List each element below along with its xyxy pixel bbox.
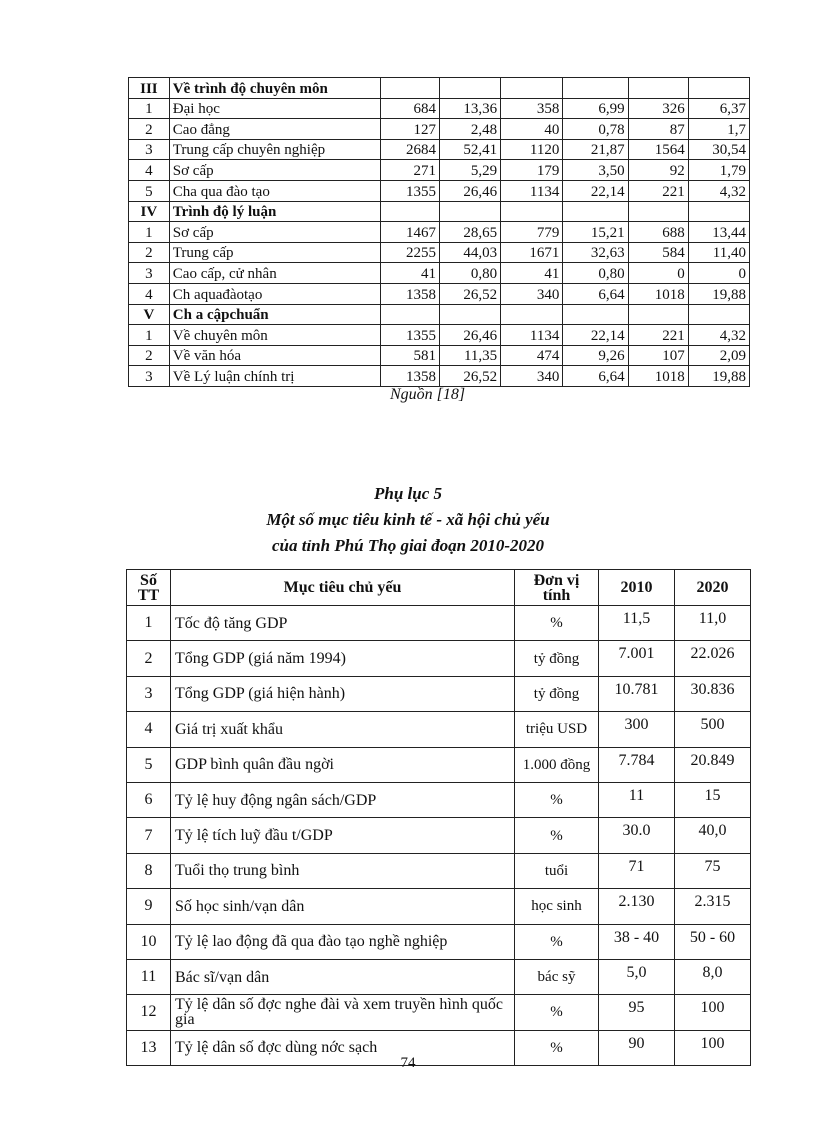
row-value: 221 bbox=[628, 180, 688, 201]
row-value-2020: 8,0 bbox=[675, 959, 751, 994]
table-header-row bbox=[127, 570, 751, 606]
row-label: Trình độ lý luận bbox=[169, 201, 380, 222]
row-unit: % bbox=[515, 818, 599, 853]
row-value: 5,29 bbox=[440, 160, 501, 181]
row-value: 6,64 bbox=[563, 283, 628, 304]
row-stt: 1 bbox=[129, 325, 170, 346]
row-objective: Tỷ lệ lao động đã qua đào tạo nghề nghiệp bbox=[171, 924, 515, 959]
row-value-2020: 22.026 bbox=[675, 641, 751, 676]
table-row bbox=[127, 606, 751, 641]
socioeconomic-targets-table bbox=[126, 569, 751, 1066]
row-value-2010: 2.130 bbox=[599, 889, 675, 924]
row-value bbox=[628, 201, 688, 222]
row-value: 221 bbox=[628, 325, 688, 346]
row-value: 26,52 bbox=[440, 366, 501, 387]
table-row bbox=[127, 747, 751, 782]
table-row bbox=[127, 924, 751, 959]
row-value: 127 bbox=[380, 119, 439, 140]
table-row bbox=[129, 160, 750, 181]
row-stt: 11 bbox=[127, 959, 171, 994]
row-value: 107 bbox=[628, 345, 688, 366]
table-row bbox=[129, 263, 750, 284]
row-value bbox=[501, 78, 563, 99]
row-unit: % bbox=[515, 995, 599, 1030]
row-label: Cao đẳng bbox=[169, 119, 380, 140]
row-value-2010: 11,5 bbox=[599, 606, 675, 641]
row-label: Ch a cậpchuẩn bbox=[169, 304, 380, 325]
row-label: Đại học bbox=[169, 98, 380, 119]
row-value: 32,63 bbox=[563, 242, 628, 263]
row-stt: 2 bbox=[127, 641, 171, 676]
table-row bbox=[129, 119, 750, 140]
row-value bbox=[501, 304, 563, 325]
row-stt: 7 bbox=[127, 818, 171, 853]
row-unit: bác sỹ bbox=[515, 959, 599, 994]
row-value bbox=[563, 78, 628, 99]
row-value: 52,41 bbox=[440, 139, 501, 160]
table-row bbox=[129, 180, 750, 201]
row-value: 2684 bbox=[380, 139, 439, 160]
table-source-note: Nguồn [18] bbox=[390, 386, 466, 403]
row-value: 28,65 bbox=[440, 222, 501, 243]
row-stt: 5 bbox=[127, 747, 171, 782]
row-value bbox=[688, 304, 749, 325]
row-value: 26,52 bbox=[440, 283, 501, 304]
row-value: 0,80 bbox=[440, 263, 501, 284]
table-row bbox=[129, 366, 750, 387]
row-value-2010: 11 bbox=[599, 782, 675, 817]
row-value-2010: 30.0 bbox=[599, 818, 675, 853]
row-value: 3,50 bbox=[563, 160, 628, 181]
row-objective: Tỷ lệ huy động ngân sách/GDP bbox=[171, 782, 515, 817]
row-value: 19,88 bbox=[688, 366, 749, 387]
row-value: 0 bbox=[688, 263, 749, 284]
row-value: 1018 bbox=[628, 366, 688, 387]
row-value: 1358 bbox=[380, 366, 439, 387]
row-value-2020: 100 bbox=[675, 995, 751, 1030]
row-value: 26,46 bbox=[440, 180, 501, 201]
table-row bbox=[127, 641, 751, 676]
table-row bbox=[127, 889, 751, 924]
table-row bbox=[129, 242, 750, 263]
row-unit: tuổi bbox=[515, 853, 599, 888]
row-value: 1355 bbox=[380, 180, 439, 201]
row-stt: III bbox=[129, 78, 170, 99]
row-stt: 6 bbox=[127, 782, 171, 817]
targets-table-body bbox=[127, 606, 751, 1066]
row-stt: 4 bbox=[129, 283, 170, 304]
row-value: 4,32 bbox=[688, 180, 749, 201]
table-row bbox=[129, 98, 750, 119]
staff-qualification-table bbox=[128, 77, 750, 387]
row-value: 4,32 bbox=[688, 325, 749, 346]
row-value bbox=[380, 304, 439, 325]
table-row bbox=[127, 995, 751, 1030]
row-value: 30,54 bbox=[688, 139, 749, 160]
row-value: 1,7 bbox=[688, 119, 749, 140]
row-label: Trung cấp chuyên nghiệp bbox=[169, 139, 380, 160]
row-value bbox=[440, 304, 501, 325]
row-value: 11,35 bbox=[440, 345, 501, 366]
header-2010: 2010 bbox=[599, 570, 675, 606]
row-value-2010: 5,0 bbox=[599, 959, 675, 994]
row-value: 41 bbox=[380, 263, 439, 284]
table-row bbox=[127, 853, 751, 888]
row-value-2010: 7.784 bbox=[599, 747, 675, 782]
row-value bbox=[688, 201, 749, 222]
row-objective: Tỷ lệ dân số đợc dùng nớc sạch bbox=[171, 1030, 515, 1065]
row-value: 1134 bbox=[501, 180, 563, 201]
row-value: 6,99 bbox=[563, 98, 628, 119]
row-stt: 1 bbox=[127, 606, 171, 641]
row-objective: Bác sĩ/vạn dân bbox=[171, 959, 515, 994]
header-unit: Đơn vị tính bbox=[515, 570, 599, 606]
row-value: 11,40 bbox=[688, 242, 749, 263]
row-value: 40 bbox=[501, 119, 563, 140]
row-stt: 3 bbox=[127, 676, 171, 711]
row-value: 1134 bbox=[501, 325, 563, 346]
header-2020: 2020 bbox=[675, 570, 751, 606]
row-label: Cao cấp, cử nhân bbox=[169, 263, 380, 284]
row-value: 0 bbox=[628, 263, 688, 284]
row-unit: % bbox=[515, 1030, 599, 1065]
row-stt: 3 bbox=[129, 366, 170, 387]
row-value-2020: 11,0 bbox=[675, 606, 751, 641]
row-value: 13,36 bbox=[440, 98, 501, 119]
row-label: Trung cấp bbox=[169, 242, 380, 263]
row-unit: tỷ đồng bbox=[515, 676, 599, 711]
row-value-2020: 30.836 bbox=[675, 676, 751, 711]
row-label: Về văn hóa bbox=[169, 345, 380, 366]
row-value: 340 bbox=[501, 366, 563, 387]
appendix-subtitle-line2: của tỉnh Phú Thọ giai đoạn 2010-2020 bbox=[271, 536, 545, 555]
row-value: 1671 bbox=[501, 242, 563, 263]
row-value-2020: 75 bbox=[675, 853, 751, 888]
row-value bbox=[380, 78, 439, 99]
row-value-2010: 10.781 bbox=[599, 676, 675, 711]
row-value: 1467 bbox=[380, 222, 439, 243]
row-value bbox=[563, 201, 628, 222]
table-row bbox=[129, 345, 750, 366]
row-value: 1,79 bbox=[688, 160, 749, 181]
row-value-2020: 2.315 bbox=[675, 889, 751, 924]
appendix-subtitle-line1: Một số mục tiêu kinh tế - xã hội chủ yếu bbox=[266, 510, 550, 529]
row-objective: Tỷ lệ tích luỹ đầu t/GDP bbox=[171, 818, 515, 853]
row-label: Ch aquađàotạo bbox=[169, 283, 380, 304]
row-value: 1355 bbox=[380, 325, 439, 346]
row-value: 87 bbox=[628, 119, 688, 140]
row-stt: 8 bbox=[127, 853, 171, 888]
row-stt: 12 bbox=[127, 995, 171, 1030]
row-unit: học sinh bbox=[515, 889, 599, 924]
row-value: 22,14 bbox=[563, 325, 628, 346]
table-row bbox=[129, 283, 750, 304]
table-row bbox=[129, 222, 750, 243]
row-value: 15,21 bbox=[563, 222, 628, 243]
row-value-2010: 71 bbox=[599, 853, 675, 888]
row-value: 179 bbox=[501, 160, 563, 181]
row-label: Về chuyên môn bbox=[169, 325, 380, 346]
row-value-2020: 100 bbox=[675, 1030, 751, 1065]
row-value: 684 bbox=[380, 98, 439, 119]
row-stt: V bbox=[129, 304, 170, 325]
row-value-2020: 20.849 bbox=[675, 747, 751, 782]
row-value: 688 bbox=[628, 222, 688, 243]
row-value: 2255 bbox=[380, 242, 439, 263]
row-value: 0,78 bbox=[563, 119, 628, 140]
row-objective: Tỷ lệ dân số đợc nghe đài và xem truyền hình quốc gia bbox=[171, 995, 515, 1030]
row-value: 6,64 bbox=[563, 366, 628, 387]
row-stt: IV bbox=[129, 201, 170, 222]
table-row bbox=[127, 782, 751, 817]
row-value: 271 bbox=[380, 160, 439, 181]
row-value: 1120 bbox=[501, 139, 563, 160]
row-objective: Tốc độ tăng GDP bbox=[171, 606, 515, 641]
table-row bbox=[127, 818, 751, 853]
row-objective: Tuổi thọ trung bình bbox=[171, 853, 515, 888]
row-value-2010: 300 bbox=[599, 712, 675, 747]
table-row bbox=[127, 676, 751, 711]
row-unit: % bbox=[515, 924, 599, 959]
row-stt: 13 bbox=[127, 1030, 171, 1065]
header-objective: Mục tiêu chủ yếu bbox=[171, 570, 515, 606]
row-value bbox=[688, 78, 749, 99]
row-value-2010: 7.001 bbox=[599, 641, 675, 676]
row-value: 2,48 bbox=[440, 119, 501, 140]
row-value-2010: 90 bbox=[599, 1030, 675, 1065]
row-value: 1358 bbox=[380, 283, 439, 304]
table-row bbox=[129, 139, 750, 160]
table-row bbox=[129, 325, 750, 346]
staff-qualification-table-body bbox=[129, 78, 750, 387]
row-value: 92 bbox=[628, 160, 688, 181]
row-objective: Số học sinh/vạn dân bbox=[171, 889, 515, 924]
row-value: 26,46 bbox=[440, 325, 501, 346]
row-stt: 2 bbox=[129, 119, 170, 140]
row-objective: Tổng GDP (giá hiện hành) bbox=[171, 676, 515, 711]
table-row bbox=[127, 959, 751, 994]
group-row bbox=[129, 78, 750, 99]
row-objective: Tổng GDP (giá năm 1994) bbox=[171, 641, 515, 676]
group-row bbox=[129, 201, 750, 222]
page-number: 74 bbox=[400, 1055, 416, 1071]
row-value: 41 bbox=[501, 263, 563, 284]
row-value bbox=[501, 201, 563, 222]
row-value bbox=[563, 304, 628, 325]
row-value bbox=[380, 201, 439, 222]
row-value-2010: 38 - 40 bbox=[599, 924, 675, 959]
row-unit: triệu USD bbox=[515, 712, 599, 747]
row-value: 21,87 bbox=[563, 139, 628, 160]
row-value: 13,44 bbox=[688, 222, 749, 243]
row-label: Sơ cấp bbox=[169, 160, 380, 181]
row-value: 0,80 bbox=[563, 263, 628, 284]
row-stt: 1 bbox=[129, 98, 170, 119]
group-row bbox=[129, 304, 750, 325]
row-value: 584 bbox=[628, 242, 688, 263]
row-value: 1564 bbox=[628, 139, 688, 160]
row-stt: 9 bbox=[127, 889, 171, 924]
row-label: Về trình độ chuyên môn bbox=[169, 78, 380, 99]
row-value-2020: 40,0 bbox=[675, 818, 751, 853]
row-value: 9,26 bbox=[563, 345, 628, 366]
row-value: 358 bbox=[501, 98, 563, 119]
row-stt: 4 bbox=[129, 160, 170, 181]
row-value bbox=[628, 78, 688, 99]
row-objective: GDP bình quân đầu ngời bbox=[171, 747, 515, 782]
header-stt: Số TT bbox=[127, 570, 171, 606]
row-value: 326 bbox=[628, 98, 688, 119]
row-value: 2,09 bbox=[688, 345, 749, 366]
row-value bbox=[440, 201, 501, 222]
row-value-2020: 50 - 60 bbox=[675, 924, 751, 959]
row-value: 340 bbox=[501, 283, 563, 304]
row-value: 1018 bbox=[628, 283, 688, 304]
row-value: 581 bbox=[380, 345, 439, 366]
row-label: Sơ cấp bbox=[169, 222, 380, 243]
row-value bbox=[628, 304, 688, 325]
row-stt: 3 bbox=[129, 139, 170, 160]
row-stt: 4 bbox=[127, 712, 171, 747]
row-stt: 1 bbox=[129, 222, 170, 243]
row-unit: 1.000 đồng bbox=[515, 747, 599, 782]
row-value: 779 bbox=[501, 222, 563, 243]
row-value bbox=[440, 78, 501, 99]
row-stt: 3 bbox=[129, 263, 170, 284]
row-stt: 5 bbox=[129, 180, 170, 201]
row-unit: tỷ đồng bbox=[515, 641, 599, 676]
row-stt: 2 bbox=[129, 242, 170, 263]
row-label: Về Lý luận chính trị bbox=[169, 366, 380, 387]
row-value-2010: 95 bbox=[599, 995, 675, 1030]
row-value: 19,88 bbox=[688, 283, 749, 304]
row-value: 44,03 bbox=[440, 242, 501, 263]
table-row bbox=[127, 712, 751, 747]
appendix-heading: Phụ lục 5 bbox=[373, 484, 443, 503]
row-value-2020: 500 bbox=[675, 712, 751, 747]
row-value: 22,14 bbox=[563, 180, 628, 201]
row-value: 474 bbox=[501, 345, 563, 366]
row-label: Cha qua đào tạo bbox=[169, 180, 380, 201]
row-value-2020: 15 bbox=[675, 782, 751, 817]
row-stt: 2 bbox=[129, 345, 170, 366]
row-value: 6,37 bbox=[688, 98, 749, 119]
row-stt: 10 bbox=[127, 924, 171, 959]
row-unit: % bbox=[515, 782, 599, 817]
row-unit: % bbox=[515, 606, 599, 641]
row-objective: Giá trị xuất khẩu bbox=[171, 712, 515, 747]
